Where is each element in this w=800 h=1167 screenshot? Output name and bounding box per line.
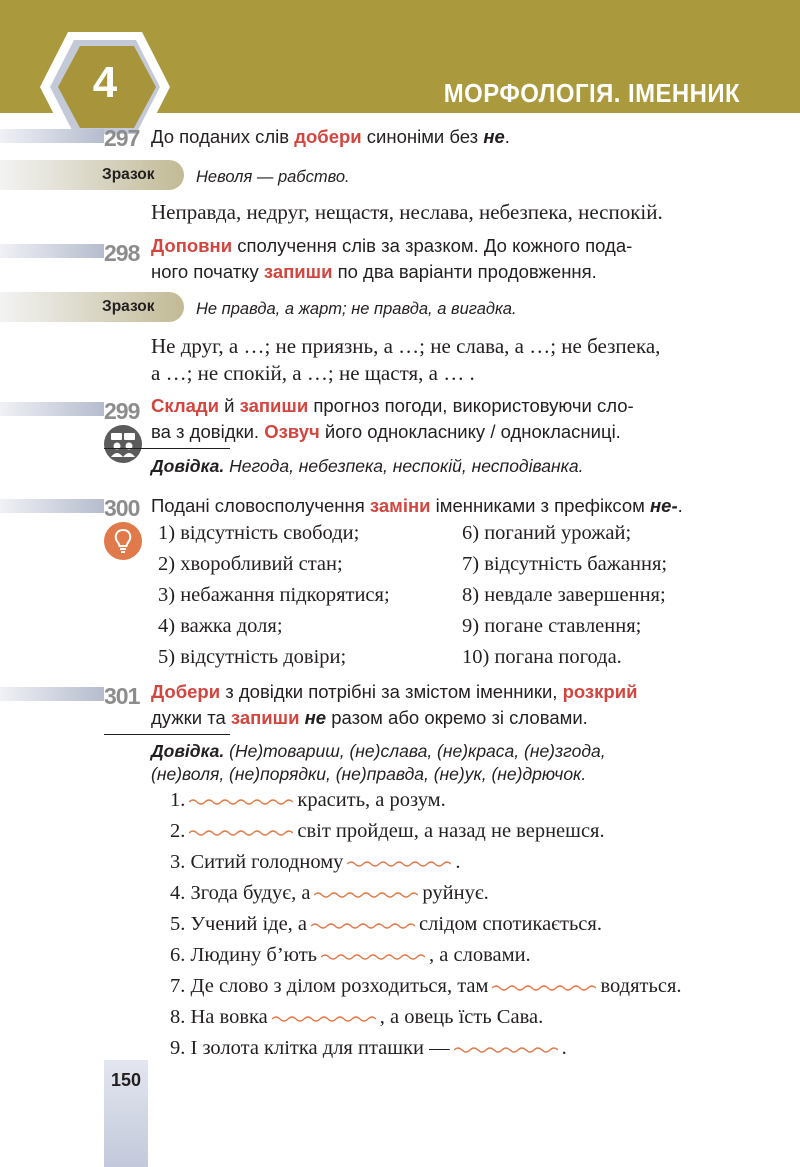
proverb-text: красить, а розум. xyxy=(297,789,446,811)
proverb-text: 5. Учений іде, а xyxy=(170,913,308,935)
proverb-line xyxy=(170,1006,543,1029)
chapter-number: 4 xyxy=(92,58,118,107)
list-item: 3) небажання підкорятися; xyxy=(158,584,390,606)
list-item: 1) відсутність свободи; xyxy=(158,522,360,544)
proverb-text: 7. Де слово з ділом розходиться, там xyxy=(170,975,489,997)
list-item: 10) погана погода. xyxy=(462,646,622,668)
chapter-title: МОРФОЛОГІЯ. ІМЕННИК xyxy=(443,78,740,108)
sample-label: Зразок xyxy=(102,166,155,183)
proverb-text: 9. І золота клітка для пташки — xyxy=(170,1037,450,1059)
list-item: 9) погане ставлення; xyxy=(462,615,642,637)
page-number: 150 xyxy=(110,1070,142,1090)
proverb-text: водяться. xyxy=(600,975,682,997)
exercise-line: Не друг, а …; не приязнь, а …; не слава, а …; не безпека, xyxy=(151,334,661,358)
proverb-text: світ пройдеш, а назад не вернешся. xyxy=(297,820,605,842)
proverb-text: , а словами. xyxy=(429,944,531,966)
blank-fill-line[interactable] xyxy=(492,975,596,998)
list-item: 7) відсутність бажання; xyxy=(462,553,668,575)
proverb-text: 3. Ситий голодному xyxy=(170,851,344,873)
sample-label: Зразок xyxy=(102,298,155,315)
blank-fill-line[interactable] xyxy=(311,913,415,936)
proverb-line xyxy=(170,944,531,967)
reference-divider xyxy=(104,448,230,449)
blank-fill-line[interactable] xyxy=(347,851,451,874)
proverb-text: 1. xyxy=(170,789,186,811)
blank-fill-line[interactable] xyxy=(189,789,293,812)
task-number: 299 xyxy=(104,398,140,424)
sample-text: Неволя — рабство. xyxy=(196,168,350,186)
proverb-text: 4. Згода будує, а xyxy=(170,882,311,904)
task-number: 298 xyxy=(104,240,140,266)
task-number: 297 xyxy=(104,125,140,151)
proverb-text: , а овець їсть Сава. xyxy=(379,1006,544,1028)
discussion-people-icon xyxy=(104,425,142,463)
blank-fill-line[interactable] xyxy=(189,820,293,843)
task-instruction: Добери з довідки потрібні за змістом іменники, розкрий дужки та запиши не разом або окремо зі словами. xyxy=(151,681,638,728)
task-bar xyxy=(0,244,104,258)
reference-divider xyxy=(104,734,230,735)
task-bar xyxy=(0,499,104,513)
proverb-text: 6. Людину б’ють xyxy=(170,944,318,966)
task-instruction: Подані словосполучення заміни іменниками з префіксом не-. xyxy=(151,495,683,516)
proverb-text: слідом спотикається. xyxy=(419,913,602,935)
blank-fill-line[interactable] xyxy=(314,882,418,905)
task-number: 301 xyxy=(104,683,140,709)
exercise-line: а …; не спокій, а …; не щастя, а … . xyxy=(151,361,475,385)
blank-fill-line[interactable] xyxy=(454,1037,558,1060)
proverb-text: 8. На вовка xyxy=(170,1006,268,1028)
proverb-text: . xyxy=(455,851,461,873)
proverb-text: руйнує. xyxy=(422,882,489,904)
task-instruction: Доповни сполучення слів за зразком. До кожного пода- ного початку запиши по два варіанти продовження. xyxy=(151,235,633,282)
sample-text: Не правда, а жарт; не правда, а вигадка. xyxy=(196,300,517,318)
task-bar xyxy=(0,687,104,701)
proverb-text: . xyxy=(561,1037,567,1059)
proverb-line xyxy=(170,851,461,874)
reference-block: Довідка. (Не)товариш, (не)слава, (не)краса, (не)згода, (не)воля, (не)порядки, (не)правда, (не)ук, (не)дрючок. xyxy=(151,741,606,784)
list-item: 5) відсутність довіри; xyxy=(158,646,347,668)
proverb-line xyxy=(170,820,605,843)
proverb-line xyxy=(170,789,446,812)
proverb-line xyxy=(170,882,489,905)
list-item: 6) поганий урожай; xyxy=(462,522,632,544)
sample-bar xyxy=(0,292,184,322)
proverb-line xyxy=(170,975,682,998)
blank-fill-line[interactable] xyxy=(321,944,425,967)
reference-block: Довідка. Негода, небезпека, неспокій, несподіванка. xyxy=(151,456,584,476)
lightbulb-icon xyxy=(104,522,142,560)
list-item: 4) важка доля; xyxy=(158,615,283,637)
task-number: 300 xyxy=(104,495,140,521)
task-instruction: До поданих слів добери синоніми без не. xyxy=(151,126,510,147)
list-item: 8) невдале завершення; xyxy=(462,584,666,606)
task-bar xyxy=(0,129,104,143)
proverb-line xyxy=(170,1037,567,1060)
proverb-text: 2. xyxy=(170,820,186,842)
proverb-line xyxy=(170,913,602,936)
sample-bar xyxy=(0,160,184,190)
task-instruction: Склади й запиши прогноз погоди, використовуючи сло- ва з довідки. Озвуч його однокласнику / однокласниці. xyxy=(151,395,634,442)
list-item: 2) хворобливий стан; xyxy=(158,553,343,575)
exercise-words: Неправда, недруг, нещастя, неслава, небезпека, неспокій. xyxy=(151,200,663,224)
task-bar xyxy=(0,402,104,416)
blank-fill-line[interactable] xyxy=(272,1006,376,1029)
